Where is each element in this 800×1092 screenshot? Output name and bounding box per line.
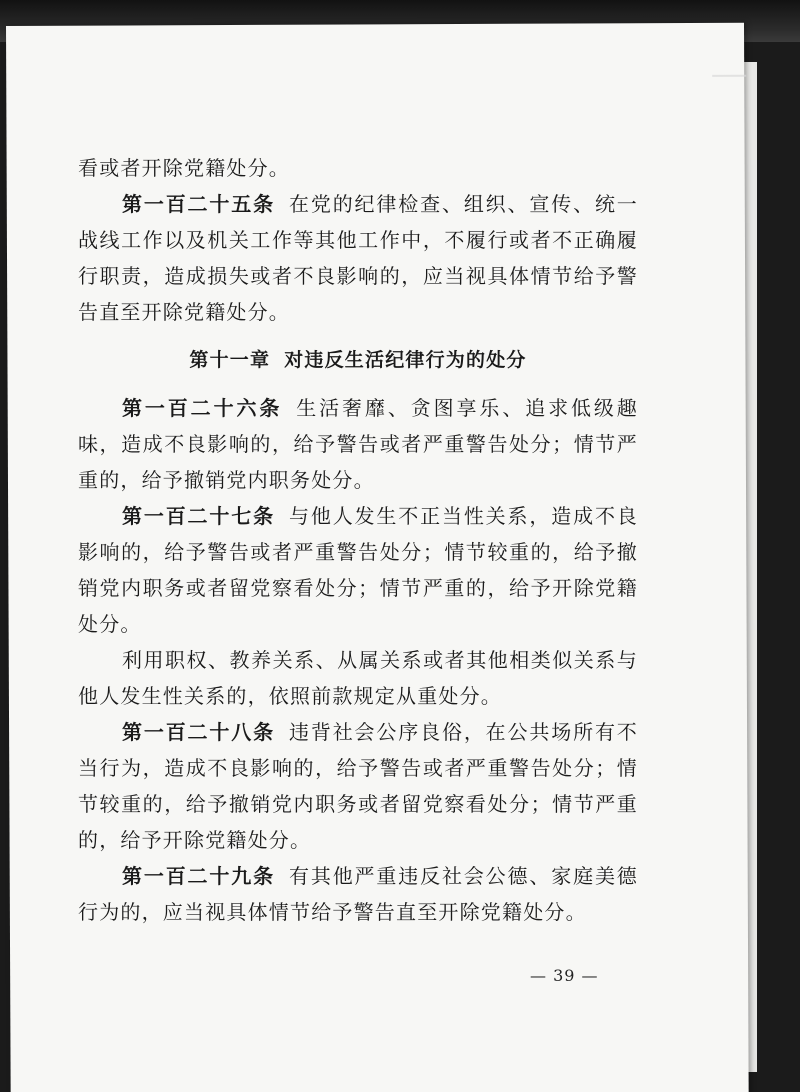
article-text: 有其他严重违反社会公德、家庭美德行为的，应当视具体情节给予警告直至开除党籍处分。	[78, 864, 638, 924]
article-number: 第一百二十九条	[122, 864, 275, 888]
article-number: 第一百二十八条	[122, 720, 275, 744]
document-body	[78, 150, 638, 930]
article-127-paragraph-2	[78, 642, 638, 714]
article-128	[78, 714, 638, 858]
chapter-heading	[78, 342, 638, 378]
paragraph-continuation	[78, 150, 638, 186]
chapter-number: 第十一章	[189, 349, 271, 371]
chapter-title: 对违反生活纪律行为的处分	[284, 349, 527, 371]
article-number: 第一百二十五条	[122, 192, 275, 216]
article-text: 在党的纪律检查、组织、宣传、统一战线工作以及机关工作等其他工作中，不履行或者不正确履行职责，造成损失或者不良影响的，应当视具体情节给予警告直至开除党籍处分。	[78, 192, 638, 324]
article-number: 第一百二十六条	[122, 396, 283, 420]
article-127	[78, 498, 638, 642]
paragraph-text: 看或者开除党籍处分。	[78, 156, 290, 180]
article-129	[78, 858, 638, 930]
paragraph-text: 利用职权、教养关系、从属关系或者其他相类似关系与他人发生性关系的，依照前款规定从重处分。	[78, 648, 638, 708]
article-125	[78, 186, 638, 330]
article-number: 第一百二十七条	[122, 504, 275, 528]
article-126	[78, 390, 638, 498]
page-number: — 39 —	[530, 966, 599, 985]
pencil-mark	[712, 75, 746, 101]
article-text: 违背社会公序良俗，在公共场所有不当行为，造成不良影响的，给予警告或者严重警告处分；情节较重的，给予撤销党内职务或者留党察看处分；情节严重的，给予开除党籍处分。	[78, 720, 638, 852]
article-text: 与他人发生不正当性关系，造成不良影响的，给予警告或者严重警告处分；情节较重的，给予撤销党内职务或者留党察看处分；情节严重的，给予开除党籍处分。	[78, 504, 638, 636]
article-text: 生活奢靡、贪图享乐、追求低级趣味，造成不良影响的，给予警告或者严重警告处分；情节严重的，给予撤销党内职务处分。	[78, 396, 638, 492]
